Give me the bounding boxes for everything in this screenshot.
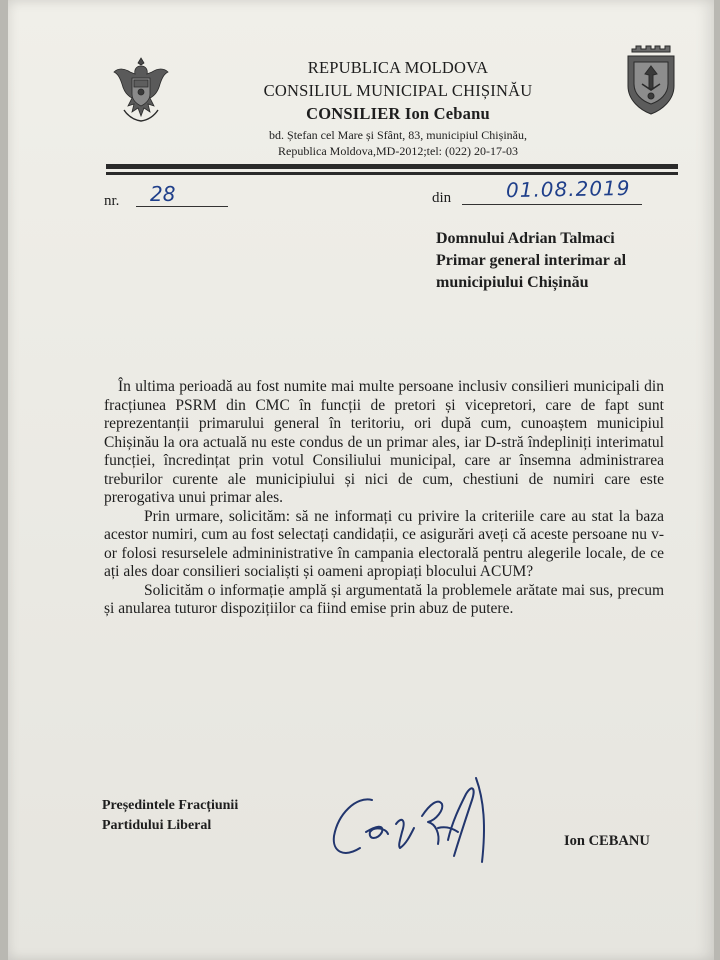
date-value: 01.08.2019 [505, 175, 631, 203]
number-value: 28 [150, 182, 176, 206]
header-rule-thick [106, 164, 678, 169]
number-underline [136, 206, 228, 207]
header-country: REPUBLICA MOLDOVA [307, 58, 489, 77]
chisinau-coat-of-arms-icon [622, 40, 680, 120]
header-address [188, 127, 608, 159]
letter-page [8, 0, 714, 960]
date-label: din [432, 190, 452, 206]
header-rule-thin [106, 172, 678, 175]
address-line-1: bd. Ștefan cel Mare și Sfânt, 83, municipiul Chișinău, [269, 128, 527, 142]
addressee-line-2: Primar general interimar al [436, 252, 627, 269]
addressee-line-1: Domnului Adrian Talmaci [436, 230, 615, 247]
header-council: CONSILIUL MUNICIPAL CHIȘINĂU [263, 81, 533, 100]
body-paragraph-1: În ultima perioadă au fost numite mai multe persoane inclusiv consilieri municipali din fracțiunea PSRM din CMC în funcții de pretori și vicepretori, care de fapt sunt reprezentanții primarului general în teritoriu, ori după cum, cunoaștem municipiul Chișinău la ora actuală nu este condus de un primar ales, iar D-stră îndepliniți interimatul funcției, încredințat prin votul Consiliului municipal, care ar însemna administrarea treburilor curente ale municipiului și nici de cum, chestiuni de numiri care este prerogativa unui primar ales. [104, 378, 664, 506]
header-councillor: CONSILIER Ion Cebanu [306, 104, 490, 123]
signatory-role-line-1: Președintele Fracțiunii [102, 798, 239, 813]
body-paragraph-3: Solicităm o informație amplă și argumentată la problemele arătate mai sus, precum și anularea tuturor dispozițiilor ca fiind emise prin abuz de putere. [104, 581, 664, 617]
letter-body [104, 378, 664, 619]
number-label: nr. [104, 193, 120, 209]
date-underline [462, 204, 642, 205]
body-paragraph-2: Prin urmare, solicităm: să ne informați cu privire la criteriile care au stat la baza acestor numiri, cum au fost selectați candidații, ce asigurări aveți că aceste persoane nu v-or folosi resurselele admininistrative în campania electorală pentru alegerile locale, de ce ați ales doar consilieri socialiști și oameni apropiați blocului ACUM? [104, 507, 664, 580]
handwritten-signature [326, 770, 510, 876]
signatory-name: Ion CEBANU [564, 833, 650, 849]
signatory-role-line-2: Partidului Liberal [102, 818, 212, 833]
moldova-coat-of-arms-icon [110, 54, 172, 126]
addressee-block [436, 228, 626, 294]
addressee-line-3: municipiului Chișinău [436, 274, 589, 291]
signatory-role [102, 796, 238, 836]
address-line-2: Republica Moldova,MD-2012;tel: (022) 20-17-03 [278, 144, 518, 158]
